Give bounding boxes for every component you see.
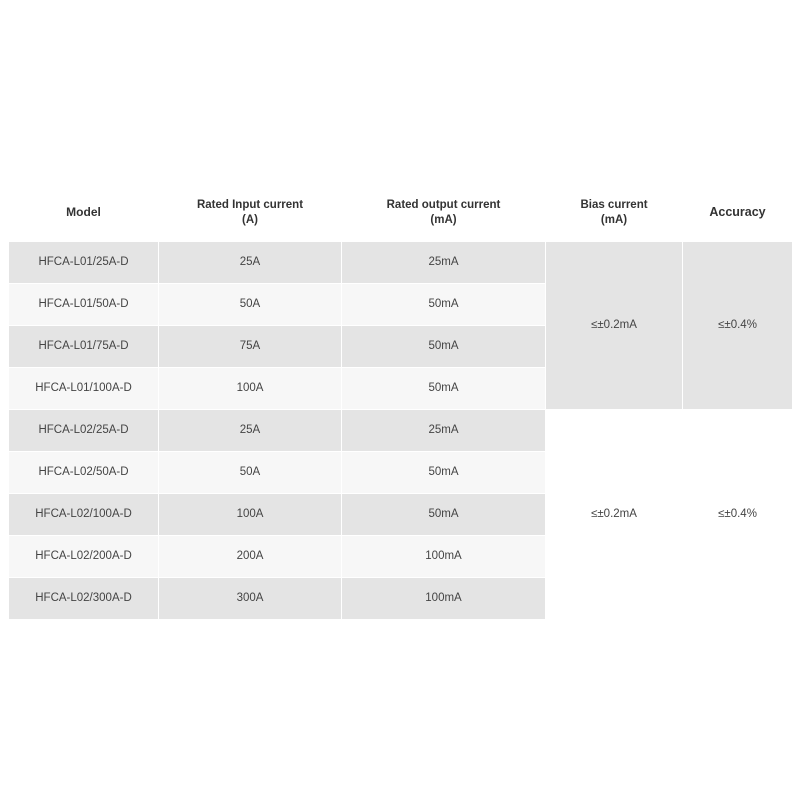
table-row — [9, 410, 793, 452]
column-header-rated-input-current-label: Rated Input current — [196, 198, 304, 211]
cell-output-current: 50mA — [342, 494, 546, 536]
cell-model: HFCA-L01/100A-D — [9, 368, 159, 410]
cell-output-current: 50mA — [342, 284, 546, 326]
cell-output-current: 50mA — [342, 452, 546, 494]
cell-output-current: 25mA — [342, 242, 546, 284]
cell-accuracy-group-1: ≤±0.4% — [683, 242, 793, 410]
cell-model: HFCA-L02/50A-D — [9, 452, 159, 494]
column-header-bias-current-unit: (mA) — [600, 213, 628, 226]
cell-output-current: 50mA — [342, 368, 546, 410]
cell-output-current: 100mA — [342, 578, 546, 620]
cell-input-current: 300A — [159, 578, 342, 620]
cell-input-current: 100A — [159, 368, 342, 410]
column-header-model-label: Model — [66, 205, 101, 219]
cell-accuracy-group-2: ≤±0.4% — [683, 410, 793, 620]
table-header-row — [9, 184, 793, 242]
cell-input-current: 75A — [159, 326, 342, 368]
cell-model: HFCA-L02/200A-D — [9, 536, 159, 578]
cell-input-current: 25A — [159, 410, 342, 452]
cell-input-current: 50A — [159, 284, 342, 326]
cell-input-current: 25A — [159, 242, 342, 284]
column-header-model — [9, 184, 159, 242]
cell-model: HFCA-L02/300A-D — [9, 578, 159, 620]
table-header — [9, 184, 793, 242]
column-header-rated-input-current — [159, 184, 342, 242]
cell-input-current: 200A — [159, 536, 342, 578]
column-header-rated-output-current — [342, 184, 546, 242]
cell-output-current: 50mA — [342, 326, 546, 368]
column-header-accuracy — [683, 184, 793, 242]
specification-table — [8, 183, 793, 620]
column-header-accuracy-label: Accuracy — [709, 205, 766, 219]
column-header-rated-input-current-unit: (A) — [242, 213, 258, 226]
cell-output-current: 25mA — [342, 410, 546, 452]
cell-input-current: 100A — [159, 494, 342, 536]
table-row — [9, 242, 793, 284]
cell-model: HFCA-L01/75A-D — [9, 326, 159, 368]
column-header-rated-output-current-label: Rated output current — [386, 198, 501, 211]
cell-bias-current-group-1: ≤±0.2mA — [546, 242, 683, 410]
cell-model: HFCA-L02/100A-D — [9, 494, 159, 536]
column-header-bias-current — [546, 184, 683, 242]
cell-model: HFCA-L01/25A-D — [9, 242, 159, 284]
cell-bias-current-group-2: ≤±0.2mA — [546, 410, 683, 620]
table-body — [9, 242, 793, 620]
column-header-bias-current-label: Bias current — [580, 198, 648, 211]
cell-model: HFCA-L02/25A-D — [9, 410, 159, 452]
column-header-rated-output-current-unit: (mA) — [430, 213, 457, 226]
cell-output-current: 100mA — [342, 536, 546, 578]
cell-input-current: 50A — [159, 452, 342, 494]
cell-model: HFCA-L01/50A-D — [9, 284, 159, 326]
